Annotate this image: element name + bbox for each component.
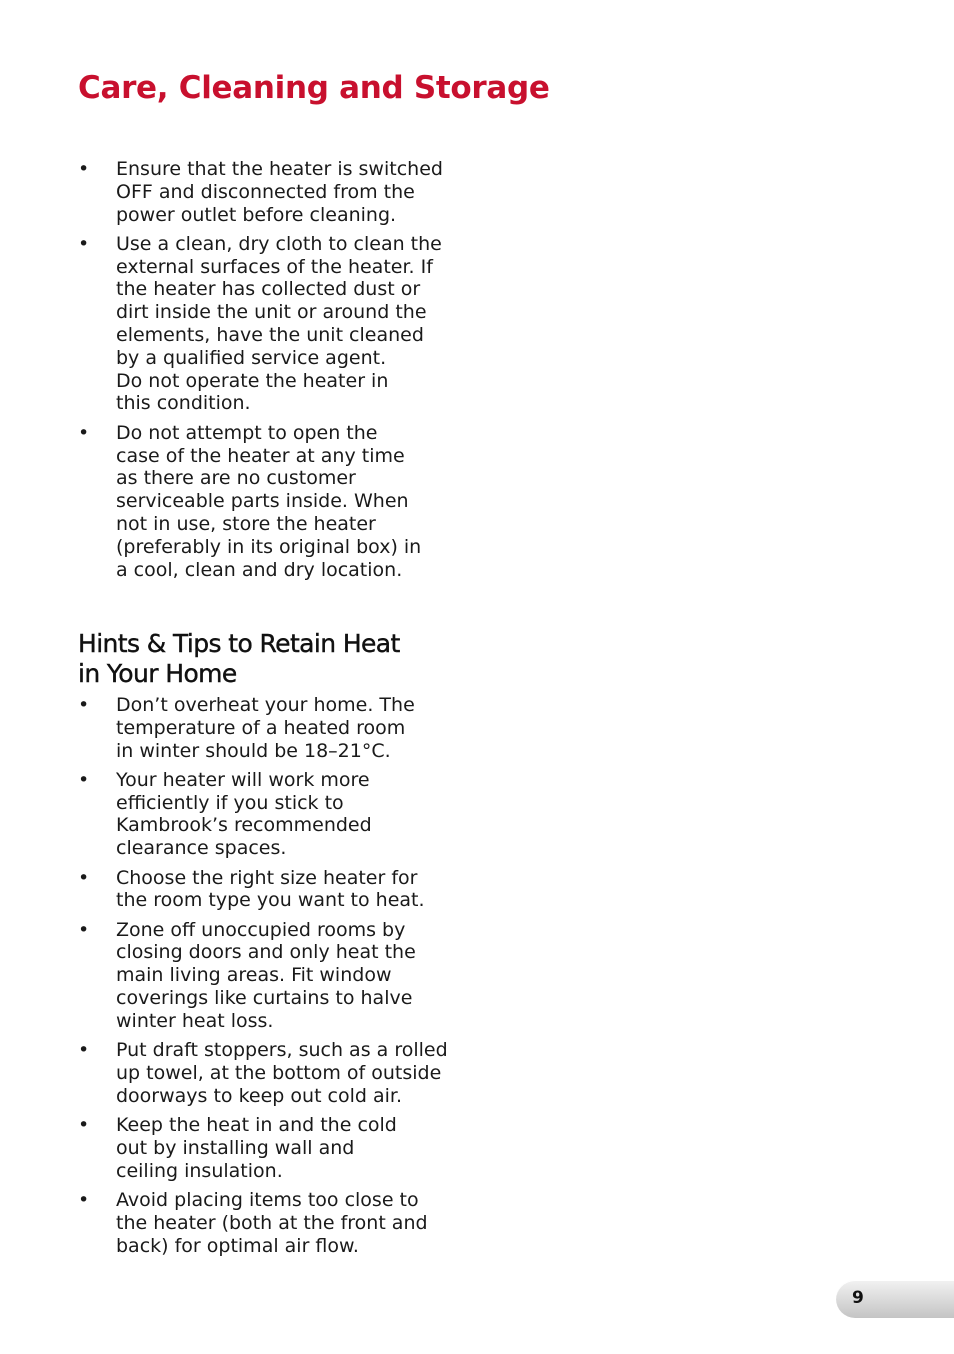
list-item [78,422,468,582]
list-item [78,1189,468,1257]
list-item-text: Avoid placing items too close to the heater (both at the front and back) for optimal air flow. [116,1188,428,1257]
list-item-text: Your heater will work more efficiently if you stick to Kambrook’s recommended clearance spaces. [116,768,372,860]
list-item-text: Ensure that the heater is switched OFF and disconnected from the power outlet before cleaning. [116,158,443,226]
list-item-text: Don’t overheat your home. The temperature of a heated room in winter should be 18–21°C. [116,694,415,762]
care-list [78,158,468,581]
page-number-tab [836,1280,954,1318]
section-heading: Hints & Tips to Retain Heat in Your Home [78,629,400,688]
bullet-icon: • [78,1114,90,1137]
list-item [78,233,468,415]
list-item [78,694,468,762]
bullet-icon: • [78,421,90,444]
page-title: Care, Cleaning and Storage [78,70,550,106]
list-item [78,769,468,860]
bullet-icon: • [78,232,90,255]
bullet-icon: • [78,866,90,889]
bullet-icon: • [78,1188,90,1211]
bullet-icon: • [78,768,90,791]
list-item-text: Zone off unoccupied rooms by closing doors and only heat the main living areas. Fit window coverings like curtains to halve winter heat loss. [116,918,416,1032]
list-item [78,867,468,913]
hints-section [78,629,468,1264]
list-item-text: Keep the heat in and the cold out by installing wall and ceiling insulation. [116,1114,397,1182]
list-item [78,1039,468,1107]
bullet-icon: • [78,158,90,180]
list-item [78,919,468,1033]
list-item-text: Choose the right size heater for the room type you want to heat. [116,866,425,912]
hints-list [78,694,468,1257]
list-item [78,158,468,226]
list-item-text: Use a clean, dry cloth to clean the external surfaces of the heater. If the heater has collected dust or dirt inside the unit or around the elements, have the unit cleaned by a qualified service agent. Do not operate the heater in this condition. [116,232,442,415]
list-item [78,1114,468,1182]
care-section [78,158,468,588]
list-item-text: Put draft stoppers, such as a rolled up towel, at the bottom of outside doorways to keep out cold air. [116,1039,448,1107]
bullet-icon: • [78,694,90,716]
page-number: 9 [852,1288,864,1308]
bullet-icon: • [78,918,90,941]
bullet-icon: • [78,1039,90,1062]
list-item-text: Do not attempt to open the case of the heater at any time as there are no customer serviceable parts inside. When not in use, store the heater (preferably in its original box) in a cool, clean and dry location. [116,421,422,581]
